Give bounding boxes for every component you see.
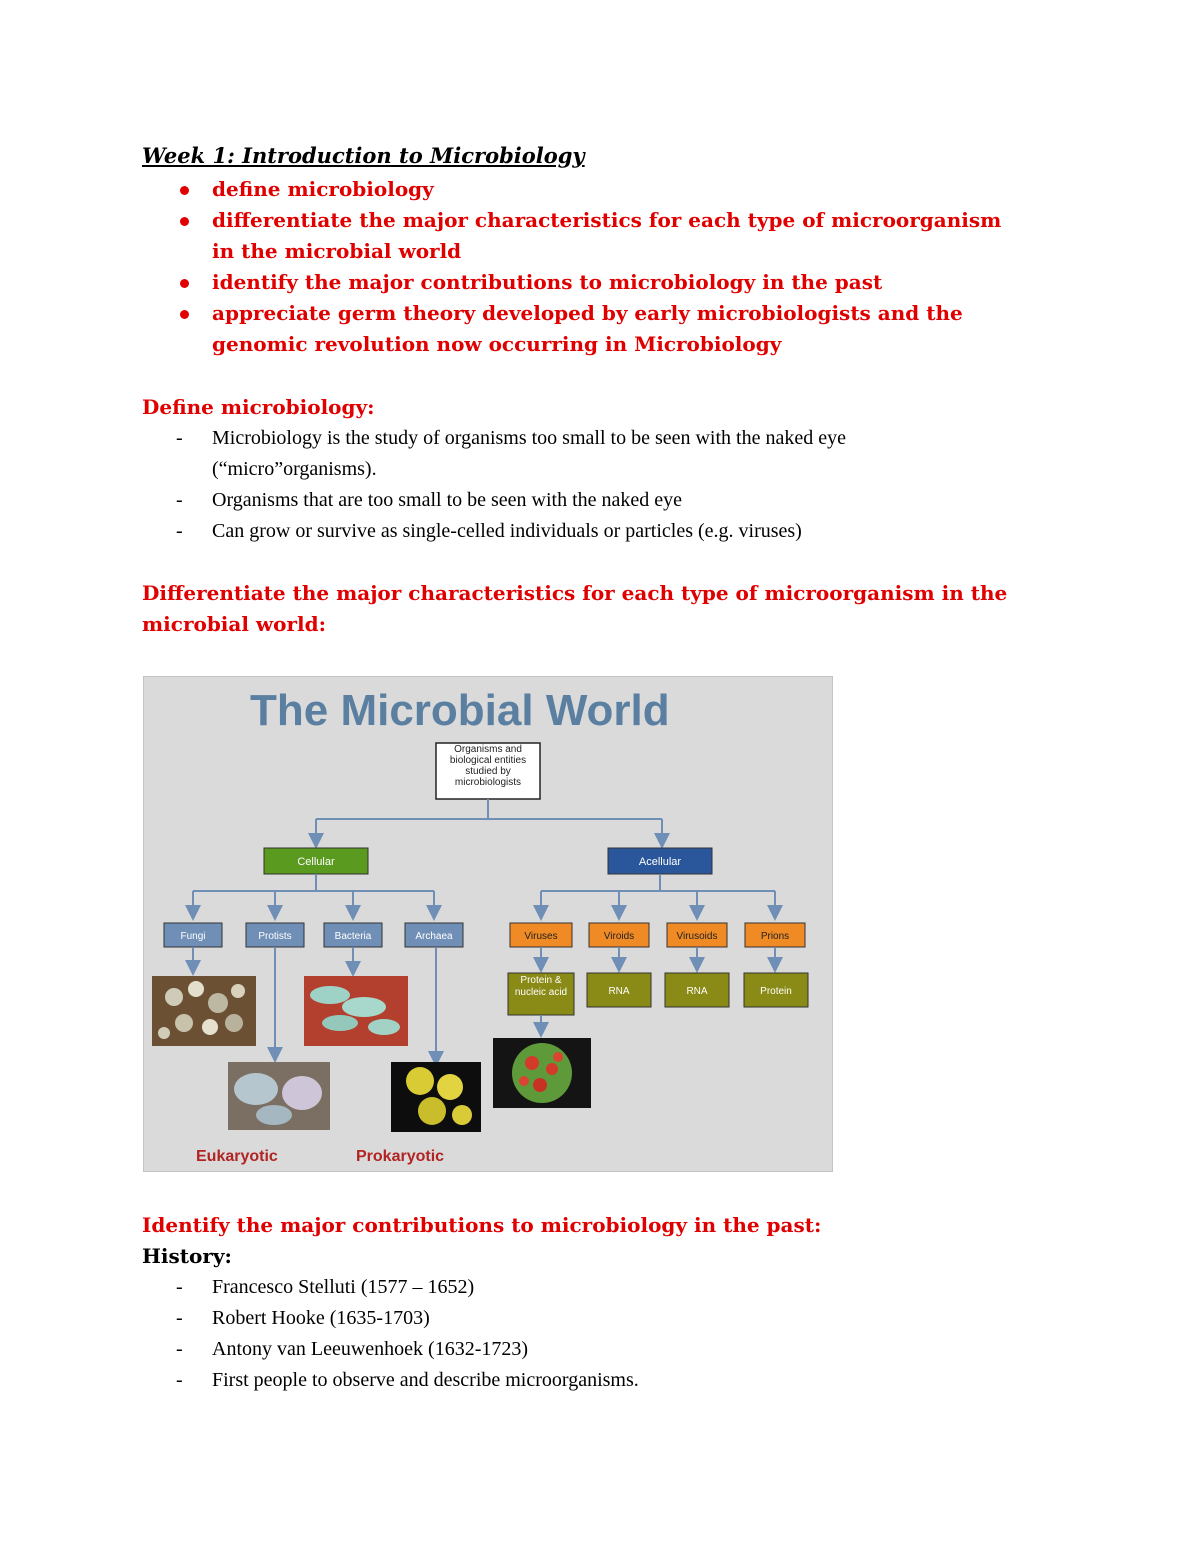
protein-label: Protein <box>760 986 792 997</box>
fungi-micrograph <box>152 976 256 1046</box>
define-list <box>142 423 1002 547</box>
bullet-icon <box>180 217 189 226</box>
identify-heading: Identify the major contributions to microbiology in the past: <box>142 1213 822 1237</box>
list-item: - Organisms that are too small to be seen with the naked eye <box>176 489 683 511</box>
figure-title: The Microbial World <box>250 686 670 735</box>
list-item: - Francesco Stelluti (1577 – 1652) <box>176 1276 475 1298</box>
list-item: - Robert Hooke (1635-1703) <box>176 1307 430 1329</box>
viroids-label: Viroids <box>603 931 635 942</box>
prokaryotic-label: Prokaryotic <box>356 1148 445 1165</box>
objectives-list <box>142 174 1002 360</box>
rna-label-1: RNA <box>608 986 630 997</box>
bullet-icon <box>180 310 189 319</box>
eukaryotic-label: Eukaryotic <box>196 1148 278 1165</box>
list-item: define microbiology <box>142 174 1002 205</box>
fungi-label: Fungi <box>180 931 206 942</box>
history-heading: History: <box>142 1244 232 1268</box>
bacteria-label: Bacteria <box>334 931 372 942</box>
list-item: appreciate germ theory developed by early microbiologists and the genomic revolution now occurring in Microbiology <box>142 298 1002 360</box>
differentiate-heading: Differentiate the major characteristics for each type of microorganism in the microbial world: <box>142 581 1008 636</box>
list-item: identify the major contributions to microbiology in the past <box>142 267 1002 298</box>
root-label: Organisms and biological entities studied by microbiologists <box>449 744 527 788</box>
microbial-world-figure <box>143 676 833 1172</box>
prions-label: Prions <box>760 931 790 942</box>
virusoids-label: Virusoids <box>676 931 718 942</box>
list-item: - First people to observe and describe microorganisms. <box>176 1369 639 1391</box>
archaea-micrograph <box>391 1062 481 1132</box>
page-title: Week 1: Introduction to Microbiology <box>142 143 585 168</box>
list-item: - Can grow or survive as single-celled individuals or particles (e.g. viruses) <box>176 520 802 542</box>
protists-label: Protists <box>258 931 292 942</box>
list-item: - Antony van Leeuwenhoek (1632-1723) <box>176 1338 529 1360</box>
protists-micrograph <box>228 1062 330 1130</box>
virus-micrograph <box>493 1038 591 1108</box>
history-list <box>142 1272 1002 1396</box>
define-heading: Define microbiology: <box>142 395 375 419</box>
cellular-label: Cellular <box>297 856 335 868</box>
acellular-label: Acellular <box>638 856 682 868</box>
rna-label-2: RNA <box>686 986 708 997</box>
viruses-label: Viruses <box>524 931 558 942</box>
bacteria-micrograph <box>304 976 408 1046</box>
protein-nucleic-label: Protein & nucleic acid <box>514 975 568 998</box>
archaea-label: Archaea <box>415 931 453 942</box>
list-item: - Microbiology is the study of organisms too small to be seen with the naked eye (“micro”organisms). <box>176 427 846 480</box>
bullet-icon <box>180 279 189 288</box>
bullet-icon <box>180 186 189 195</box>
list-item: differentiate the major characteristics for each type of microorganism in the microbial world <box>142 205 1002 267</box>
